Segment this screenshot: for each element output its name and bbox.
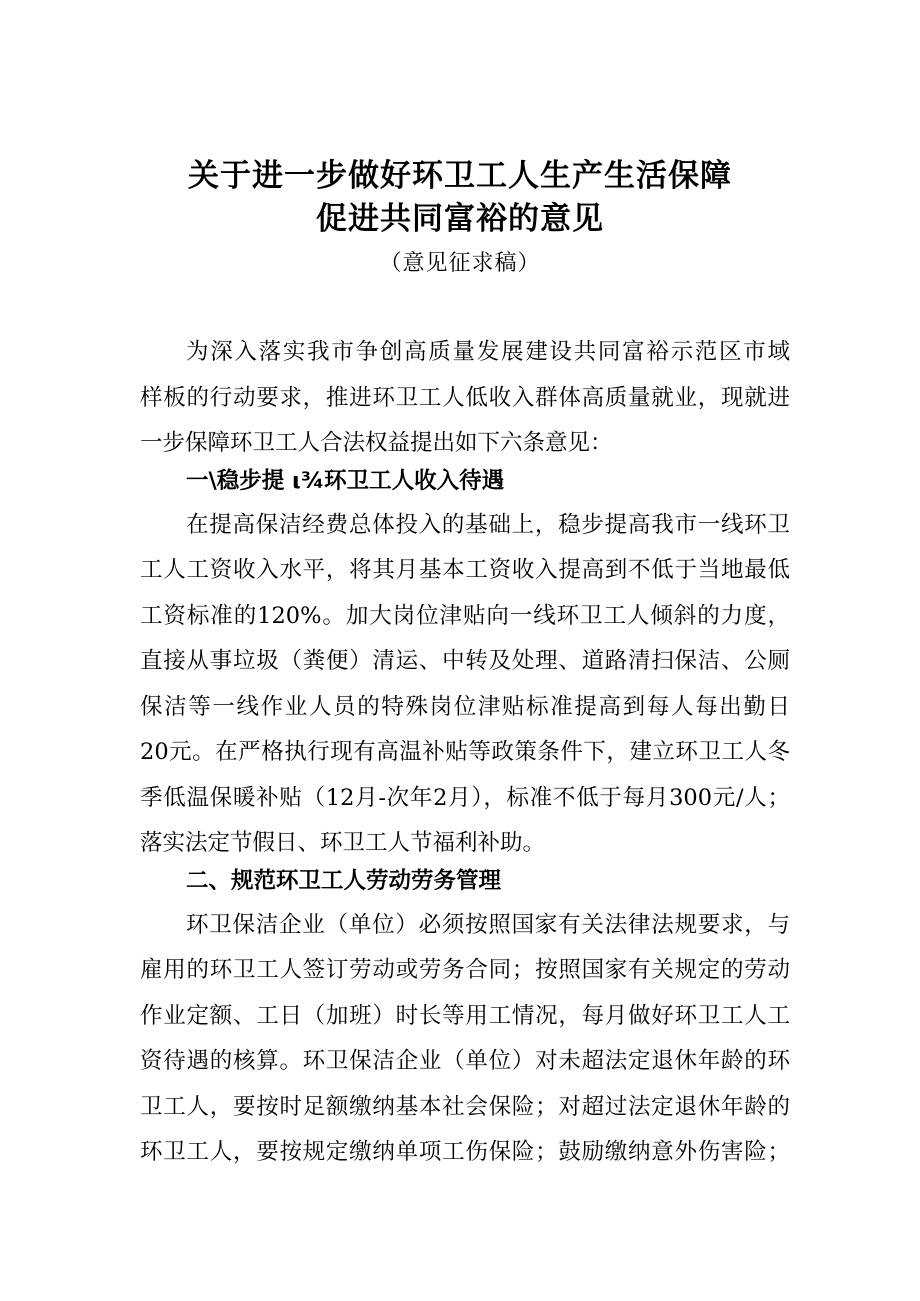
section2-line: 作业定额、工日（加班）时长等用工情况，每月做好环卫工人工 <box>140 1003 790 1029</box>
section-heading-2: 二、规范环卫工人劳动劳务管理 <box>186 868 502 894</box>
section2-line: 环卫保洁企业（单位）必须按照国家有关法律法规要求，与 <box>186 912 790 938</box>
intro-line: 样板的行动要求，推进环卫工人低收入群体高质量就业，现就进 <box>140 385 790 411</box>
section1-line: 工资标准的120%。加大岗位津贴向一线环卫工人倾斜的力度， <box>140 603 790 629</box>
section1-line: 保洁等一线作业人员的特殊岗位津贴标准提高到每人每出勤日 <box>140 694 790 720</box>
document-subtitle: （意见征求稿） <box>379 251 541 276</box>
document-title-line-1: 关于进一步做好环卫工人生产生活保障 <box>188 158 732 194</box>
intro-line: 为深入落实我市争创高质量发展建设共同富裕示范区市域 <box>186 339 790 365</box>
section2-line: 环卫工人，要按规定缴纳单项工伤保险；鼓励缴纳意外伤害险； <box>140 1139 790 1165</box>
section1-line: 20元。在严格执行现有高温补贴等政策条件下，建立环卫工人冬 <box>140 739 790 765</box>
section-heading-1: 一\稳步提 ι¾环卫工人收入待遇 <box>186 468 505 494</box>
section1-line: 季低温保暖补贴（12月-次年2月），标准不低于每月300元/人； <box>140 785 790 811</box>
section1-line: 落实法定节假日、环卫工人节福利补助。 <box>140 830 546 856</box>
section1-line: 在提高保洁经费总体投入的基础上，稳步提高我市一线环卫 <box>186 512 790 538</box>
document-title-line-2: 促进共同富裕的意见 <box>316 201 604 237</box>
section2-line: 卫工人，要按时足额缴纳基本社会保险；对超过法定退休年龄的 <box>140 1094 790 1120</box>
section1-line: 直接从事垃圾（粪便）清运、中转及处理、道路清扫保洁、公厕 <box>140 648 790 674</box>
section1-line: 工人工资收入水平，将其月基本工资收入提高到不低于当地最低 <box>140 557 790 583</box>
section2-line: 资待遇的核算。环卫保洁企业（单位）对未超法定退休年龄的环 <box>140 1048 790 1074</box>
intro-line: 一步保障环卫工人合法权益提出如下六条意见： <box>140 430 613 456</box>
section2-line: 雇用的环卫工人签订劳动或劳务合同；按照国家有关规定的劳动 <box>140 957 790 983</box>
